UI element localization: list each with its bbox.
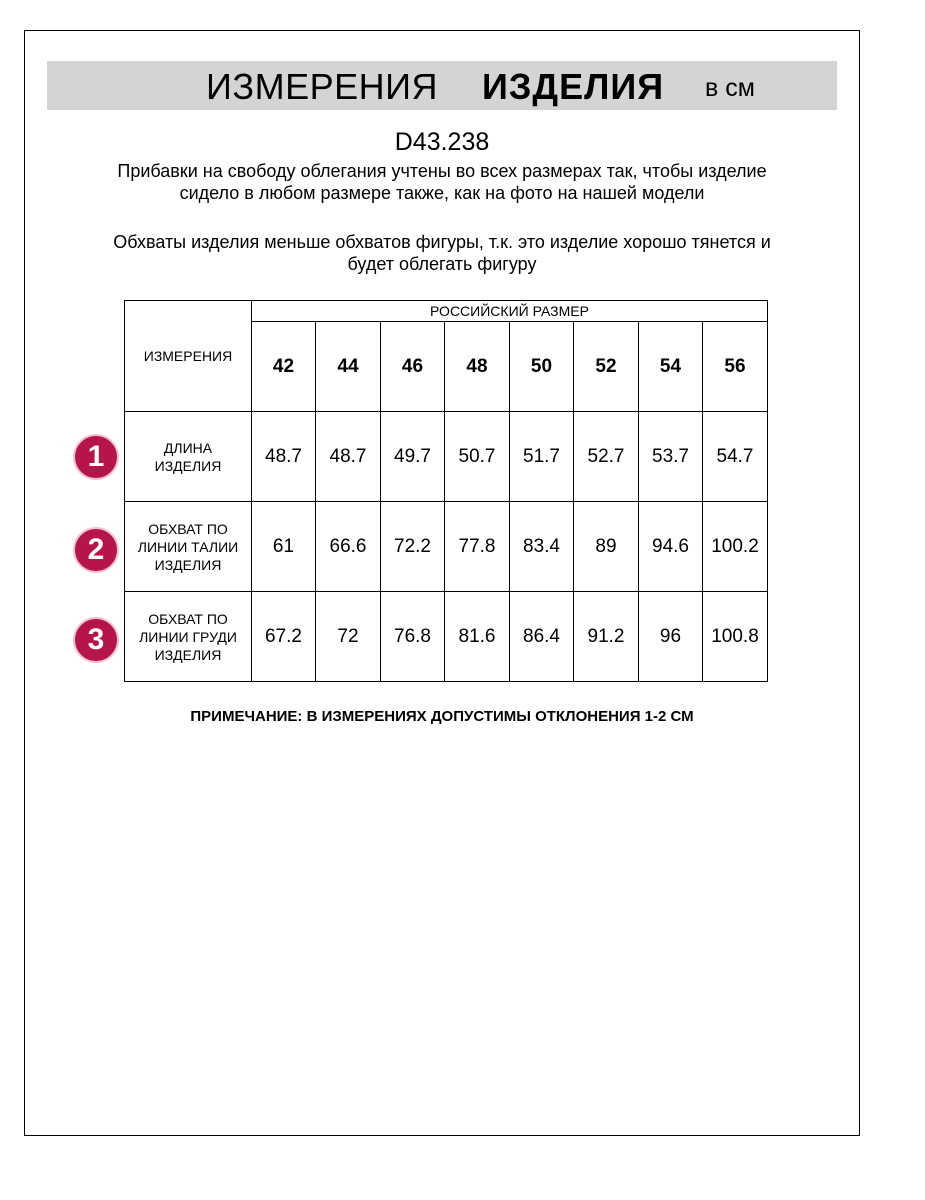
table-row [125, 502, 768, 592]
value-cell: 100.8 [703, 592, 768, 682]
value-cell: 48.7 [252, 412, 316, 502]
value-cell: 81.6 [445, 592, 510, 682]
title-measurements: ИЗМЕРЕНИЯ [206, 66, 439, 107]
title-unit: в см [705, 74, 755, 102]
size-header: 50 [510, 322, 574, 412]
row-label-chest [125, 592, 252, 682]
table-row [125, 412, 768, 502]
label-line: ЛИНИИ ГРУДИ [139, 628, 237, 645]
label-line: ЛИНИИ ТАЛИИ [137, 538, 239, 555]
value-cell: 54.7 [703, 412, 768, 502]
value-cell: 91.2 [574, 592, 639, 682]
value-cell: 76.8 [381, 592, 445, 682]
badge-2-icon: 2 [73, 527, 119, 573]
title-item: ИЗДЕЛИЯ [482, 66, 665, 107]
value-cell: 94.6 [639, 502, 703, 592]
value-cell: 72.2 [381, 502, 445, 592]
row-label-waist [125, 502, 252, 592]
value-cell: 83.4 [510, 502, 574, 592]
label-line: ИЗДЕЛИЯ [154, 556, 222, 573]
value-cell: 52.7 [574, 412, 639, 502]
value-cell: 86.4 [510, 592, 574, 682]
row-label-length [125, 412, 252, 502]
value-cell: 53.7 [639, 412, 703, 502]
size-header: 46 [381, 322, 445, 412]
label-line: ИЗДЕЛИЯ [154, 457, 222, 474]
value-cell: 61 [252, 502, 316, 592]
value-cell: 51.7 [510, 412, 574, 502]
title-banner [47, 61, 837, 110]
table-row [125, 592, 768, 682]
size-header: 48 [445, 322, 510, 412]
footnote: ПРИМЕЧАНИЕ: В ИЗМЕРЕНИЯХ ДОПУСТИМЫ ОТКЛОНЕНИЯ 1-2 СМ [190, 708, 694, 725]
size-header: 56 [703, 322, 768, 412]
label-line: ОБХВАТ ПО [148, 610, 228, 627]
size-header: 42 [252, 322, 316, 412]
label-line: ОБХВАТ ПО [148, 520, 228, 537]
size-header: 54 [639, 322, 703, 412]
corner-label: ИЗМЕРЕНИЯ [125, 301, 252, 412]
value-cell: 66.6 [316, 502, 381, 592]
product-code: D43.238 [394, 128, 490, 156]
value-cell: 72 [316, 592, 381, 682]
label-line: ДЛИНА [163, 439, 213, 456]
value-cell: 49.7 [381, 412, 445, 502]
size-header: 52 [574, 322, 639, 412]
value-cell: 48.7 [316, 412, 381, 502]
value-cell: 89 [574, 502, 639, 592]
note-fit-allowance: Прибавки на свободу облегания учтены во всех размерах так, чтобы изделие сидело в любом размере также, как на фото на нашей модели [117, 161, 767, 203]
value-cell: 100.2 [703, 502, 768, 592]
value-cell: 96 [639, 592, 703, 682]
value-cell: 77.8 [445, 502, 510, 592]
size-table [124, 300, 768, 682]
group-header: РОССИЙСКИЙ РАЗМЕР [252, 301, 768, 322]
badge-3-icon: 3 [73, 617, 119, 663]
value-cell: 50.7 [445, 412, 510, 502]
value-cell: 67.2 [252, 592, 316, 682]
label-line: ИЗДЕЛИЯ [154, 646, 222, 663]
badge-1-icon: 1 [73, 434, 119, 480]
size-header: 44 [316, 322, 381, 412]
note-stretch: Обхваты изделия меньше обхватов фигуры, т.к. это изделие хорошо тянется и будет облегать фигуру [113, 232, 771, 274]
